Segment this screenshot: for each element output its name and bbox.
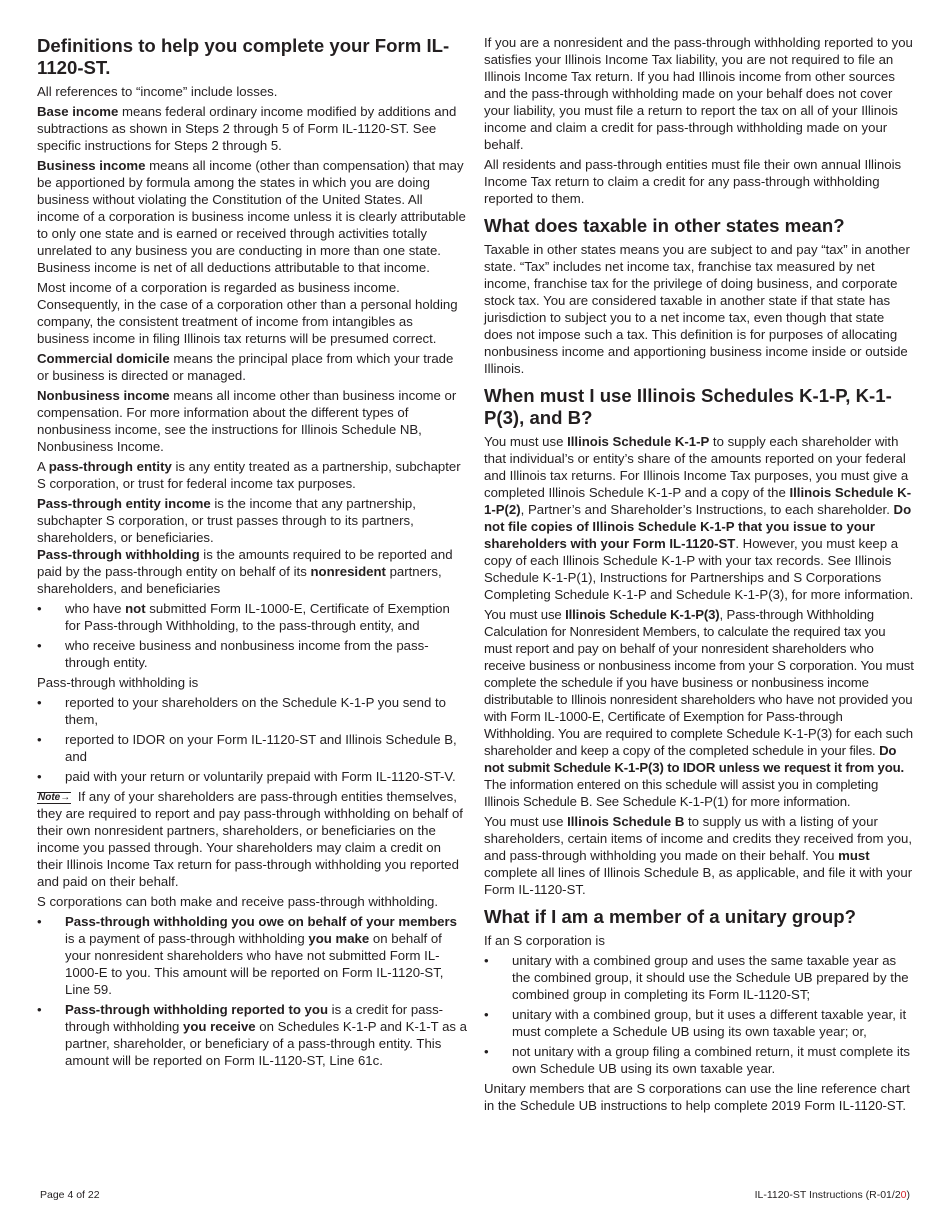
- bullet: •: [37, 695, 42, 710]
- list-item: • not unitary with a group filing a combined return, it must complete its own Schedule UB using its own taxable year.: [484, 1044, 911, 1076]
- pass-through-withholding-paragraph: [37, 546, 467, 597]
- pass-through-entity-income-paragraph: [37, 495, 467, 546]
- k1p-paragraph: You must use Illinois Schedule K-1-P to supply each shareholder with that individual’s or entity’s share of the amounts reported on your federal and Illinois tax returns. For Illinois Income Tax purposes, you must give a completed Illinois Schedule K-1-P and a copy of the Illinois Schedule K-1-P(2), Partner’s and Shareholder’s Instructions, to each shareholder. Do not file copies of Illinois Schedule K-1-P that you issue to your shareholders with your Form IL-1120-ST. However, you must keep a copy of each Illinois Schedule K-1-P with your tax records. See Illinois Schedule K-1-P(1), Instructions for Partnerships and S Corporations Completing Schedule K-1-P and Schedule K-1-P(3), for more information.: [484, 434, 914, 602]
- lead: A: [37, 459, 49, 474]
- emphasis: nonresident: [310, 564, 386, 579]
- term: Nonbusiness income: [37, 388, 170, 403]
- withholding-conditions-list: [37, 600, 467, 671]
- term: Business income: [37, 158, 146, 173]
- list-item: • paid with your return or voluntarily prepaid with Form IL-1120-ST-V.: [37, 769, 456, 784]
- bullet: •: [37, 1002, 42, 1017]
- nonbusiness-income-paragraph: [37, 387, 467, 455]
- all-residents-paragraph: All residents and pass-through entities must file their own annual Illinois Income Tax return to claim a credit for any pass-through withholding reported to them.: [484, 157, 902, 206]
- note-text: If any of your shareholders are pass-through entities themselves, they are required to report and pay pass-through withholding on behalf of their own nonresident partners, shareholders, or beneficiaries on the income you passed through. Your shareholders may claim a credit on their Illinois Income Tax return for pass-through withholding you reported and paid on their behalf.: [37, 789, 463, 889]
- business-income-paragraph: [37, 157, 467, 276]
- definition: partners, shareholders, and beneficiaries: [37, 564, 442, 596]
- s-corp-paragraph: S corporations can both make and receive pass-through withholding.: [37, 894, 438, 909]
- note-paragraph: [37, 788, 467, 890]
- bullet: •: [37, 769, 42, 784]
- losses-paragraph: All references to “income” include losses.: [37, 84, 278, 99]
- section-heading-schedules: When must I use Illinois Schedules K-1-P, K-1-P(3), and B?: [484, 385, 892, 428]
- k1p3-paragraph: You must use Illinois Schedule K-1-P(3), Pass-through Withholding Calculation for Nonresident Members, to calculate the required tax you must report and pay on behalf of your nonresident shareholders who receive business or nonbusiness income from your S corporation. You must complete the schedule if you have business or nonbusiness income distributable to Illinois nonresident shareholders who have not provided you with Form IL-1000-E, Certificate of Exemption for Pass-through Withholding. You are required to complete Schedule K-1-P(3) for each such shareholder and keep a copy of the completed schedule in your files. Do not submit Schedule K-1-P(3) to IDOR unless we request it from you. The information entered on this schedule will assist you in completing Illinois Schedule B. See Schedule K-1-P(1) for more information.: [484, 607, 914, 809]
- list-item: • who receive business and nonbusiness income from the pass-through entity.: [37, 638, 429, 670]
- definition: means the principal place from which your trade or business is directed or managed.: [37, 351, 454, 383]
- base-income-paragraph: [37, 103, 467, 154]
- list-item: • Pass-through withholding you owe on behalf of your members is a payment of pass-through withholding you make on behalf of your nonresident shareholders who have not submitted Form IL-1000-E to you. This amount will be reported on Form IL-1120-ST, Line 59.: [37, 914, 457, 997]
- section-heading-definitions: Definitions to help you complete your Form IL-1120-ST.: [37, 35, 450, 78]
- bullet: •: [484, 1007, 489, 1022]
- list-item: • who have not submitted Form IL-1000-E, Certificate of Exemption for Pass-through Withholding, to the pass-through entity, and: [37, 601, 450, 633]
- term: pass-through entity: [48, 459, 172, 474]
- nonresident-paragraph: If you are a nonresident and the pass-through withholding reported to you satisfies your Illinois Income Tax liability, you are not required to file an Illinois Income Tax return. If you had Illinois income from other sources and the pass-through withholding made on your behalf does not cover your liability, you must file a return to report the tax on all of your Illinois income and claim a credit for pass-through withholding made on your behalf.: [484, 35, 913, 152]
- ptw-is-paragraph: Pass-through withholding is: [37, 675, 199, 690]
- list-item: • reported to IDOR on your Form IL-1120-ST and Illinois Schedule B, and: [37, 732, 457, 764]
- list-item: • Pass-through withholding reported to you is a credit for pass-through withholding you receive on Schedules K-1-P and K-1-T as a partner, shareholder, or beneficiary of a pass-through entity. This amount will be reported on Form IL-1120-ST, Line 61c.: [37, 1002, 467, 1068]
- term: Pass-through withholding: [37, 547, 200, 562]
- unitary-conditions-list: [484, 952, 914, 1077]
- bullet: •: [37, 732, 42, 747]
- bullet: •: [37, 914, 42, 929]
- list-item: • reported to your shareholders on the Schedule K-1-P you send to them,: [37, 695, 446, 727]
- definition: is the income that any partnership, subchapter S corporation, or trust passes through to its partners, shareholders, or beneficiaries.: [37, 496, 416, 545]
- definition: means all income other than business income or compensation. For more information about the different types of nonbusiness income, see the instructions for Illinois Schedule NB, Nonbusiness Income.: [37, 388, 457, 454]
- definition: is any entity treated as a partnership, subchapter S corporation, or trust for federal income tax purposes.: [37, 459, 461, 491]
- form-revision: IL-1120-ST Instructions (R-01/20): [754, 1189, 910, 1201]
- term: Pass-through entity income: [37, 496, 211, 511]
- most-income-paragraph: Most income of a corporation is regarded as business income. Consequently, in the case of a corporation other than a personal holding company, the consistent treatment of income from intangibles as business income in filing Illinois tax returns will be presumed correct.: [37, 280, 458, 346]
- definition: means all income (other than compensation) that may be apportioned by formula among the states in which you are doing business without violating the Constitution of the United States. All income of a corporation is business income unless it is clearly attributable to only one state and is earned or received through activities totally unrelated to any business you are conducting in more than one state. Business income is net of all deductions attributable to that income.: [37, 158, 466, 275]
- left-column: [37, 34, 467, 1072]
- bullet: •: [484, 1044, 489, 1059]
- term: Commercial domicile: [37, 351, 170, 366]
- right-column: [484, 34, 914, 1117]
- page-number: Page 4 of 22: [40, 1189, 100, 1201]
- list-item: • unitary with a combined group and uses the same taxable year as the combined group, it should use the Schedule UB prepared by the combined group in completing its Form IL-1120-ST;: [484, 953, 909, 1002]
- list-item: • unitary with a combined group, but it uses a different taxable year, it must complete a Schedule UB using its own taxable year; or,: [484, 1007, 907, 1039]
- if-s-corp-paragraph: If an S corporation is: [484, 933, 605, 948]
- taxable-paragraph: Taxable in other states means you are subject to and pay “tax” in another state. “Tax” includes net income tax, franchise tax measured by net income, franchise tax for the privilege of doing business, and corporate stock tax. You are considered taxable in another state if that state has jurisdiction to subject you to a net income tax, even though that state does not impose such a tax. This definition is for purposes of allocating nonbusiness income and apportioning business income inside or outside Illinois.: [484, 242, 910, 376]
- bullet: •: [37, 638, 42, 653]
- withholding-types-list: [37, 913, 467, 1069]
- commercial-domicile-paragraph: [37, 350, 467, 384]
- term: Base income: [37, 104, 119, 119]
- definition: means federal ordinary income modified by additions and subtractions as shown in Steps 2 through 5 of Form IL-1120-ST. See specific instructions for Steps 2 through 5.: [37, 104, 457, 153]
- note-icon: Note→: [38, 792, 71, 803]
- definition: is the amounts required to be reported and paid by the pass-through entity on behalf of its: [37, 547, 453, 579]
- schedule-b-paragraph: You must use Illinois Schedule B to supply us with a listing of your shareholders, certain items of income and credits they received from you, and pass-through withholding you made on their behalf. You must complete all lines of Illinois Schedule B, as applicable, and file it with your Form IL-1120-ST.: [484, 814, 913, 897]
- bullet: •: [484, 953, 489, 968]
- withholding-reporting-list: [37, 694, 467, 785]
- pass-through-entity-paragraph: [37, 458, 467, 492]
- unitary-members-paragraph: Unitary members that are S corporations can use the line reference chart in the Schedule UB instructions to help complete 2019 Form IL-1120-ST.: [484, 1081, 910, 1113]
- section-heading-unitary: What if I am a member of a unitary group?: [484, 906, 856, 927]
- section-heading-taxable: What does taxable in other states mean?: [484, 215, 845, 236]
- bullet: •: [37, 601, 42, 616]
